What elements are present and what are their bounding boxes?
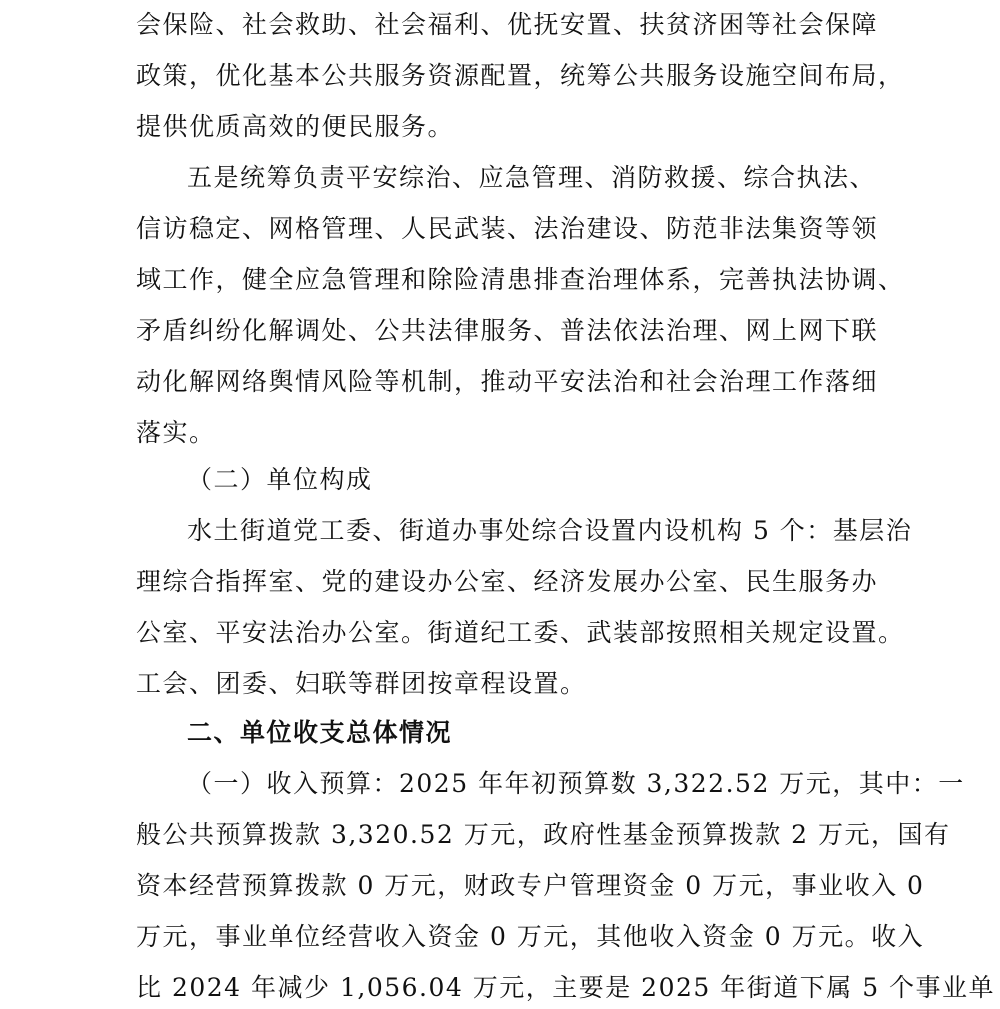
text-line: 动化解网络舆情风险等机制，推动平安法治和社会治理工作落细 xyxy=(136,367,879,396)
text-line: 资本经营预算拨款 0 万元，财政专户管理资金 0 万元，事业收入 0 xyxy=(136,871,925,900)
text-line: 会保险、社会救助、社会福利、优抚安置、扶贫济困等社会保障 xyxy=(136,10,879,39)
text-line: 比 2024 年减少 1,056.04 万元，主要是 2025 年街道下属 5 个事业单 xyxy=(136,973,996,1002)
section-subheading: （二）单位构成 xyxy=(187,465,373,494)
paragraph-start-line: （一）收入预算：2025 年年初预算数 3,322.52 万元，其中：一 xyxy=(187,769,965,798)
text-line: 理综合指挥室、党的建设办公室、经济发展办公室、民生服务办 xyxy=(136,567,879,596)
text-line: 矛盾纠纷化解调处、公共法律服务、普法依法治理、网上网下联 xyxy=(136,316,879,345)
text-line: 万元，事业单位经营收入资金 0 万元，其他收入资金 0 万元。收入 xyxy=(136,922,925,951)
text-line: 工会、团委、妇联等群团按章程设置。 xyxy=(136,669,587,698)
text-line: 般公共预算拨款 3,320.52 万元，政府性基金预算拨款 2 万元，国有 xyxy=(136,820,951,849)
text-line: 公室、平安法治办公室。街道纪工委、武装部按照相关规定设置。 xyxy=(136,618,905,647)
section-heading: 二、单位收支总体情况 xyxy=(187,718,453,747)
text-line: 信访稳定、网格管理、人民武装、法治建设、防范非法集资等领 xyxy=(136,214,879,243)
paragraph-start-line: 五是统筹负责平安综治、应急管理、消防救援、综合执法、 xyxy=(187,163,877,192)
text-line: 政策，优化基本公共服务资源配置，统筹公共服务设施空间布局， xyxy=(136,61,905,90)
text-line: 域工作，健全应急管理和除险清患排查治理体系，完善执法协调、 xyxy=(136,265,905,294)
paragraph-start-line: 水土街道党工委、街道办事处综合设置内设机构 5 个：基层治 xyxy=(187,516,913,545)
text-line: 落实。 xyxy=(136,418,216,447)
text-line: 提供优质高效的便民服务。 xyxy=(136,112,455,141)
